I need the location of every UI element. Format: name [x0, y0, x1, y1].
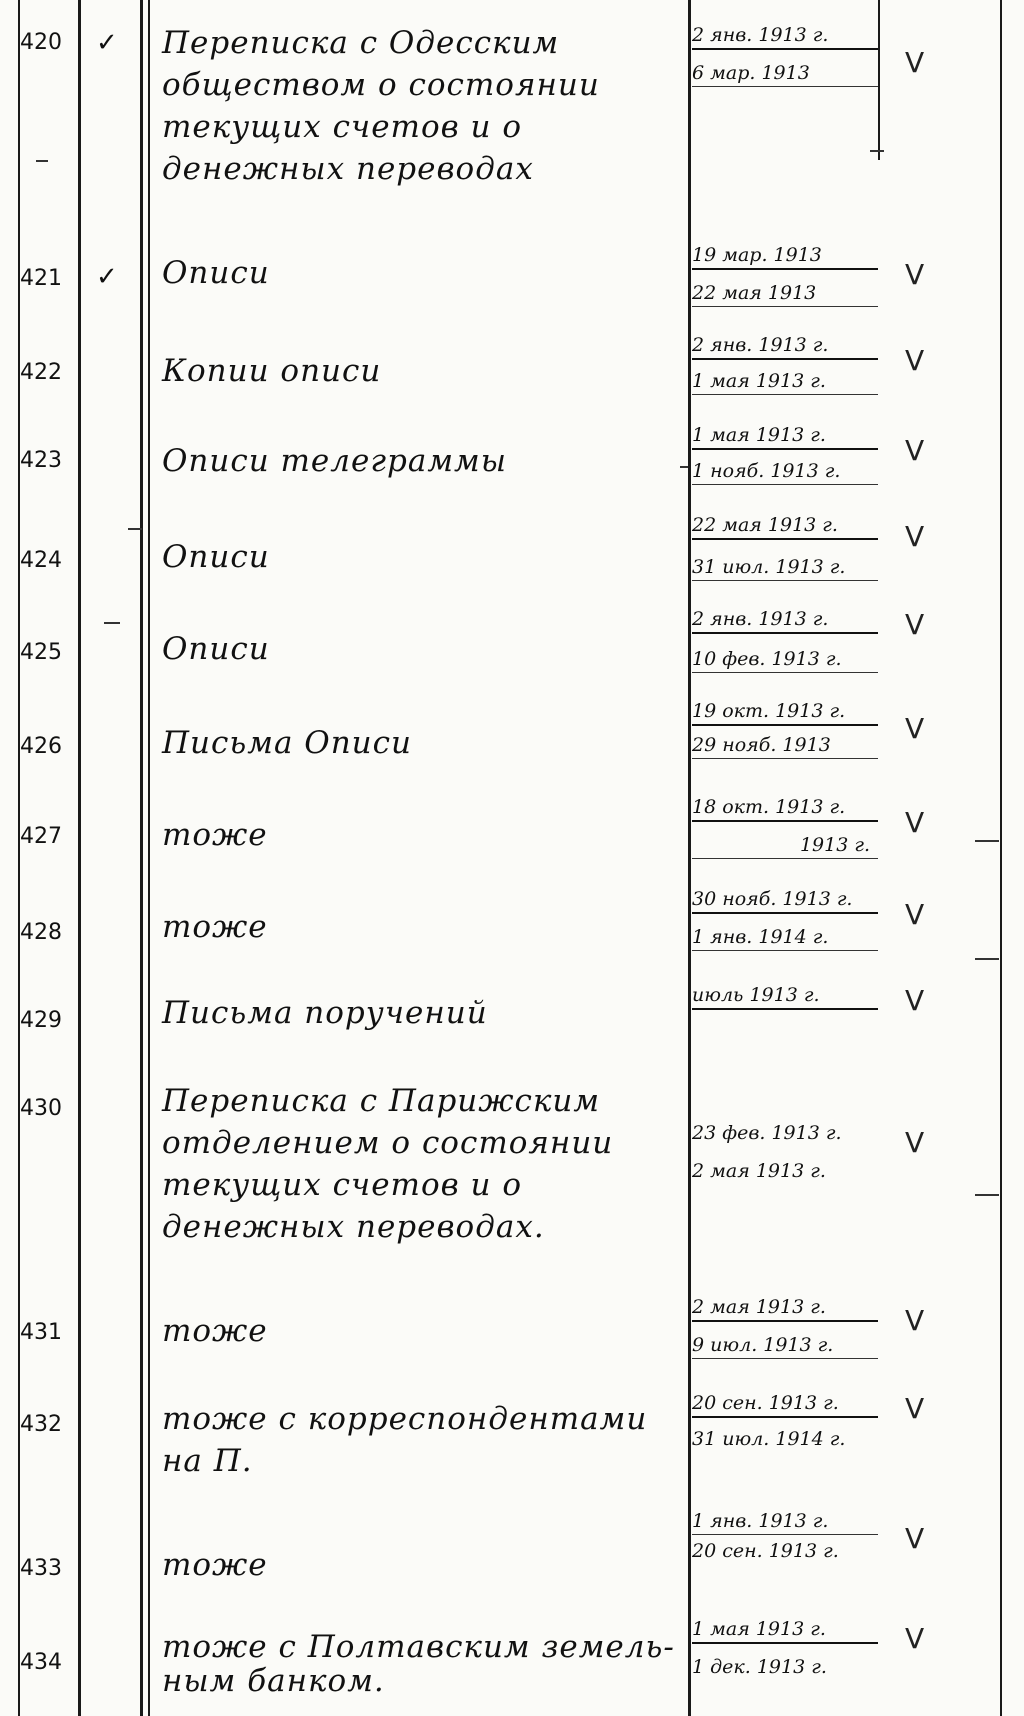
entry-title: тоже	[162, 1547, 268, 1583]
review-mark: V	[905, 1126, 925, 1159]
margin-tick	[975, 958, 999, 960]
date-to: 1 дек. 1913 г.	[692, 1656, 827, 1678]
date-from: 2 янв. 1913 г.	[692, 608, 878, 634]
right-margin-line	[1000, 0, 1002, 1716]
entry-number: 428	[20, 920, 62, 945]
entry-number: 430	[20, 1096, 62, 1121]
date-from: 1 мая 1913 г.	[692, 424, 878, 450]
entry-number: 421	[20, 266, 62, 291]
entry-title: Описи	[162, 255, 270, 291]
entry-number: 426	[20, 734, 62, 759]
entry-title: Описи	[162, 539, 270, 575]
margin-tick	[680, 466, 688, 468]
review-mark: V	[905, 258, 925, 291]
entry-title: Письма Описи	[162, 725, 412, 761]
date-to: 9 июл. 1913 г.	[692, 1334, 878, 1359]
date-from: 19 мар. 1913	[692, 244, 878, 270]
entry-number: 434	[20, 1650, 62, 1675]
date-from: 22 мая 1913 г.	[692, 514, 878, 540]
date-to: 31 июл. 1913 г.	[692, 556, 878, 581]
entry-number: 429	[20, 1008, 62, 1033]
date-to: 1 нояб. 1913 г.	[692, 460, 878, 485]
date-from: 19 окт. 1913 г.	[692, 700, 878, 726]
review-mark: V	[905, 1304, 925, 1337]
margin-line-left	[18, 0, 20, 1716]
date-to: 1913 г.	[692, 834, 878, 859]
entry-title: Переписка с Парижским отделением о состоянии текущих счетов и о денежных переводах.	[162, 1083, 614, 1245]
date-to: 1 мая 1913 г.	[692, 370, 878, 395]
date-to: 2 мая 1913 г.	[692, 1160, 826, 1182]
entry-title: Письма поручений	[162, 995, 488, 1031]
entry-number: 423	[20, 448, 62, 473]
entry-number: 427	[20, 824, 62, 849]
entry-number: 431	[20, 1320, 62, 1345]
entry-number: 424	[20, 548, 62, 573]
review-mark: V	[905, 608, 925, 641]
number-column-rule	[78, 0, 81, 1716]
date-from: 1 мая 1913 г.	[692, 1618, 878, 1644]
review-mark: V	[905, 898, 925, 931]
entry-title: Переписка с Одесским обществом о состоянии текущих счетов и о денежных переводах	[162, 25, 600, 187]
review-mark: V	[905, 806, 925, 839]
review-mark: V	[905, 344, 925, 377]
margin-tick	[975, 1194, 999, 1196]
entry-title: тоже с Полтавским земель- ным банком.	[162, 1629, 675, 1699]
review-mark: V	[905, 1522, 925, 1555]
title-column-rule-b	[148, 0, 150, 1716]
entry-number: 420	[20, 30, 62, 55]
title-column-rule-a	[140, 0, 143, 1716]
margin-tick	[128, 528, 142, 530]
date-from: 1 янв. 1913 г.	[692, 1510, 878, 1535]
date-from: 18 окт. 1913 г.	[692, 796, 878, 822]
date-to: 6 мар. 1913	[692, 62, 878, 87]
date-to: 22 мая 1913	[692, 282, 878, 307]
entry-title: тоже	[162, 909, 268, 945]
entry-title: Описи	[162, 631, 270, 667]
review-mark: V	[905, 520, 925, 553]
entry-title: тоже с корреспондентами на П.	[162, 1401, 648, 1479]
entry-title: тоже	[162, 1313, 268, 1349]
date-from: 2 янв. 1913 г.	[692, 24, 878, 50]
review-mark: V	[905, 984, 925, 1017]
entry-number: 433	[20, 1556, 62, 1581]
date-to: 31 июл. 1914 г.	[692, 1428, 846, 1450]
entry-title: Копии описи	[162, 353, 382, 389]
margin-tick	[870, 150, 884, 152]
review-mark: V	[905, 1622, 925, 1655]
review-mark: V	[905, 46, 925, 79]
entry-title: тоже	[162, 817, 268, 853]
date-from: 2 янв. 1913 г.	[692, 334, 878, 360]
margin-tick	[104, 622, 120, 624]
entry-number: 425	[20, 640, 62, 665]
review-mark: V	[905, 1392, 925, 1425]
check-mark: ✓	[96, 262, 118, 292]
date-to: 20 сен. 1913 г.	[692, 1540, 839, 1562]
review-mark: V	[905, 434, 925, 467]
date-from: 2 мая 1913 г.	[692, 1296, 878, 1322]
margin-tick	[975, 840, 999, 842]
date-to: 29 нояб. 1913	[692, 734, 878, 759]
date-from: июль 1913 г.	[692, 984, 878, 1010]
entry-title: Описи телеграммы	[162, 443, 507, 479]
date-to: 10 фев. 1913 г.	[692, 648, 878, 673]
date-to: 1 янв. 1914 г.	[692, 926, 878, 951]
date-from: 30 нояб. 1913 г.	[692, 888, 878, 914]
date-from: 23 фев. 1913 г.	[692, 1122, 842, 1144]
entry-number: 432	[20, 1412, 62, 1437]
review-mark: V	[905, 712, 925, 745]
entry-number: 422	[20, 360, 62, 385]
date-column-rule-right	[878, 0, 880, 160]
check-mark: ✓	[96, 28, 118, 58]
date-from: 20 сен. 1913 г.	[692, 1392, 878, 1418]
date-to	[692, 1020, 878, 1022]
margin-tick	[36, 160, 48, 162]
